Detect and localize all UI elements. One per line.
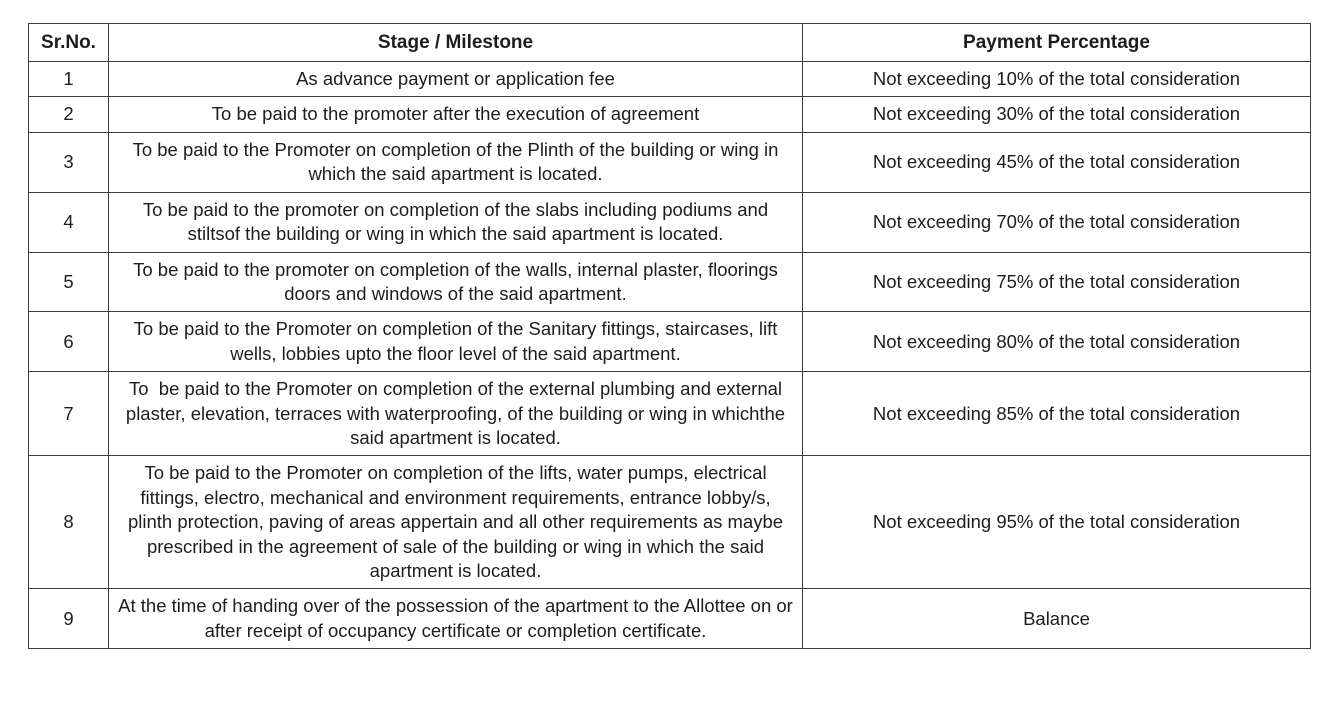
cell-payment-percentage: Not exceeding 80% of the total consideration: [803, 312, 1311, 372]
table-header: [29, 24, 1311, 62]
cell-sr-no: 7: [29, 372, 109, 456]
table-body: [29, 62, 1311, 649]
cell-payment-percentage: Not exceeding 70% of the total consideration: [803, 192, 1311, 252]
cell-sr-no: 9: [29, 589, 109, 649]
table-row: [29, 456, 1311, 589]
cell-stage-milestone: To be paid to the promoter after the execution of agreement: [109, 97, 803, 132]
cell-payment-percentage: Not exceeding 95% of the total consideration: [803, 456, 1311, 589]
cell-stage-milestone: At the time of handing over of the possession of the apartment to the Allottee on or after receipt of occupancy certificate or completion certificate.: [109, 589, 803, 649]
table-row: [29, 97, 1311, 132]
cell-sr-no: 8: [29, 456, 109, 589]
table-row: [29, 372, 1311, 456]
cell-payment-percentage: Not exceeding 85% of the total consideration: [803, 372, 1311, 456]
column-header-payment-percentage: Payment Percentage: [803, 24, 1311, 62]
cell-sr-no: 1: [29, 62, 109, 97]
payment-schedule-table-container: [28, 23, 1310, 649]
cell-stage-milestone: To be paid to the Promoter on completion of the external plumbing and external plaster, elevation, terraces with waterproofing, of the building or wing in whichthe said apartment is located.: [109, 372, 803, 456]
cell-payment-percentage: Balance: [803, 589, 1311, 649]
table-row: [29, 589, 1311, 649]
cell-sr-no: 2: [29, 97, 109, 132]
cell-payment-percentage: Not exceeding 45% of the total consideration: [803, 132, 1311, 192]
table-row: [29, 312, 1311, 372]
table-row: [29, 62, 1311, 97]
cell-stage-milestone: To be paid to the Promoter on completion of the Plinth of the building or wing in which the said apartment is located.: [109, 132, 803, 192]
table-row: [29, 252, 1311, 312]
table-row: [29, 132, 1311, 192]
cell-sr-no: 6: [29, 312, 109, 372]
cell-stage-milestone: To be paid to the Promoter on completion of the Sanitary fittings, staircases, lift wells, lobbies upto the floor level of the said apartment.: [109, 312, 803, 372]
table-header-row: [29, 24, 1311, 62]
cell-stage-milestone: To be paid to the promoter on completion of the walls, internal plaster, floorings doors and windows of the said apartment.: [109, 252, 803, 312]
cell-payment-percentage: Not exceeding 10% of the total consideration: [803, 62, 1311, 97]
cell-stage-milestone: As advance payment or application fee: [109, 62, 803, 97]
payment-schedule-table: [28, 23, 1311, 649]
cell-stage-milestone: To be paid to the Promoter on completion of the lifts, water pumps, electrical fittings, electro, mechanical and environment requirements, entrance lobby/s, plinth protection, paving of areas appertain and all other requirements as maybe prescribed in the agreement of sale of the building or wing in which the said apartment is located.: [109, 456, 803, 589]
cell-payment-percentage: Not exceeding 75% of the total consideration: [803, 252, 1311, 312]
table-row: [29, 192, 1311, 252]
cell-sr-no: 3: [29, 132, 109, 192]
cell-stage-milestone: To be paid to the promoter on completion of the slabs including podiums and stiltsof the building or wing in which the said apartment is located.: [109, 192, 803, 252]
column-header-stage-milestone: Stage / Milestone: [109, 24, 803, 62]
cell-payment-percentage: Not exceeding 30% of the total consideration: [803, 97, 1311, 132]
cell-sr-no: 5: [29, 252, 109, 312]
column-header-sr-no: Sr.No.: [29, 24, 109, 62]
cell-sr-no: 4: [29, 192, 109, 252]
